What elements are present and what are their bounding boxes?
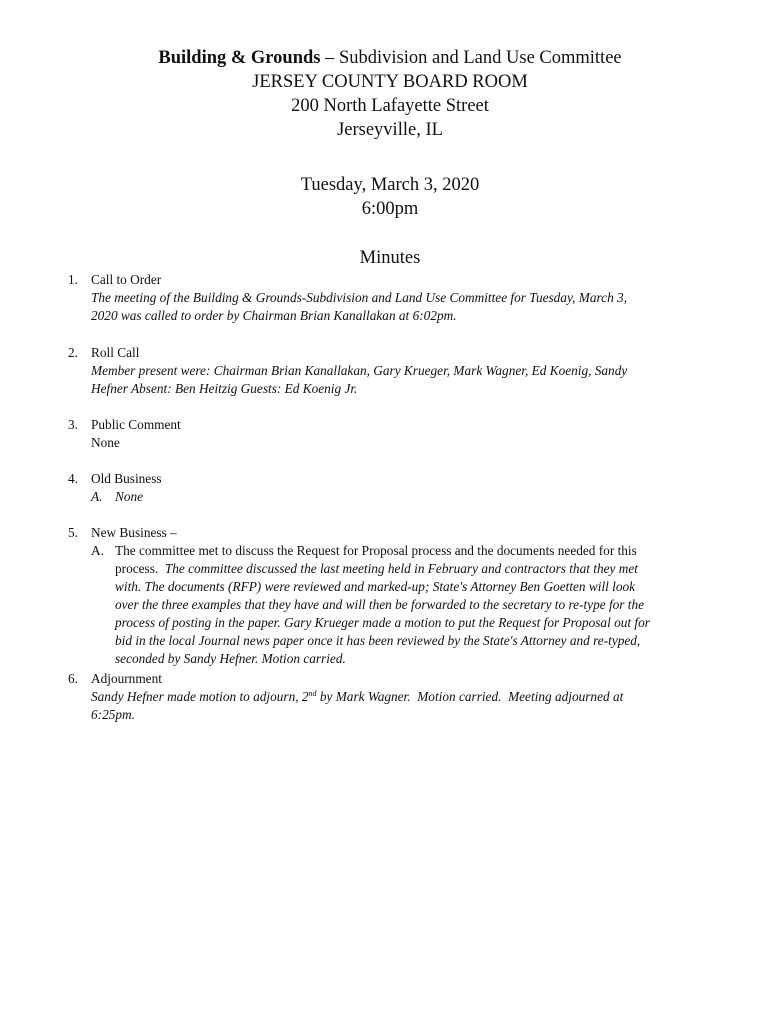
body-line: The committee met to discuss the Request for Proposal process and the documents needed for this: [115, 543, 637, 558]
body-line: bid in the local Journal news paper once it has been reviewed by the State's Attorney and re-typed,: [115, 633, 641, 648]
sub-item-text: [115, 542, 728, 668]
section-title: Adjournment: [91, 671, 162, 686]
section-title: New Business –: [91, 525, 177, 540]
body-line: None: [91, 435, 120, 450]
body-line: with. The documents (RFP) were reviewed and marked-up; State's Attorney Ben Goetten will look: [115, 579, 636, 594]
sub-item-letter: A.: [91, 489, 103, 504]
section-body: [91, 688, 728, 724]
body-line: Hefner Absent: Ben Heitzig Guests: Ed Koenig Jr.: [91, 381, 358, 396]
body-line-plain: process.: [115, 561, 165, 576]
sub-item-letter: A.: [91, 543, 104, 558]
section-call-to-order: [68, 271, 728, 325]
adjourn-text-a: Sandy Hefner made motion to adjourn, 2: [91, 689, 309, 704]
section-body: [91, 362, 728, 398]
section-number: 5.: [68, 525, 78, 540]
body-line-italic: The committee discussed the last meeting held in February and contractors that they met: [164, 561, 638, 576]
section-title: Old Business: [91, 471, 162, 486]
body-line: over the three examples that they have and will then be forwarded to the secretary to re-type for the: [115, 597, 645, 612]
minutes-heading-block: [0, 246, 780, 270]
meeting-time: 6:00pm: [361, 199, 419, 219]
body-line: seconded by Sandy Hefner. Motion carried.: [115, 651, 346, 666]
header: [0, 46, 780, 142]
section-adjournment: [68, 670, 728, 724]
adjourn-text-b: by Mark Wagner. Motion carried. Meeting adjourned at: [316, 689, 624, 704]
city: Jerseyville, IL: [337, 120, 443, 140]
section-title: Call to Order: [91, 272, 162, 287]
ordinal-suffix: nd: [308, 689, 317, 698]
street-address: 200 North Lafayette Street: [291, 96, 489, 116]
committee-title: [0, 46, 780, 70]
committee-title-rest: – Subdivision and Land Use Committee: [320, 48, 622, 68]
body-line: [91, 688, 728, 706]
body-line: process of posting in the paper. Gary Krueger made a motion to put the Request for Proposal out for: [115, 615, 650, 630]
section-number: 6.: [68, 671, 78, 686]
section-number: 3.: [68, 417, 78, 432]
sub-item-text: None: [115, 489, 144, 504]
section-number: 4.: [68, 471, 78, 486]
section-new-business: [68, 524, 728, 668]
date-block: [0, 173, 780, 221]
section-title: Roll Call: [91, 345, 140, 360]
section-public-comment: [68, 416, 728, 452]
sub-item: [91, 542, 728, 668]
committee-title-bold: Building & Grounds: [158, 48, 321, 68]
section-number: 2.: [68, 345, 78, 360]
body-line: 6:25pm.: [91, 707, 135, 722]
section-number: 1.: [68, 272, 78, 287]
section-body: [91, 434, 728, 452]
body-line: Member present were: Chairman Brian Kanallakan, Gary Krueger, Mark Wagner, Ed Koenig, Sandy: [91, 363, 628, 378]
body-line: [115, 560, 728, 578]
body-line: The meeting of the Building & Grounds-Subdivision and Land Use Committee for Tuesday, March 3,: [91, 290, 628, 305]
body-line: 2020 was called to order by Chairman Brian Kanallakan at 6:02pm.: [91, 308, 457, 323]
section-roll-call: [68, 344, 728, 398]
sub-item: [91, 488, 728, 506]
board-room: JERSEY COUNTY BOARD ROOM: [252, 72, 528, 92]
minutes-heading: Minutes: [359, 248, 421, 268]
section-title: Public Comment: [91, 417, 181, 432]
section-body: [91, 289, 728, 325]
section-old-business: [68, 470, 728, 506]
meeting-date: Tuesday, March 3, 2020: [300, 175, 480, 195]
